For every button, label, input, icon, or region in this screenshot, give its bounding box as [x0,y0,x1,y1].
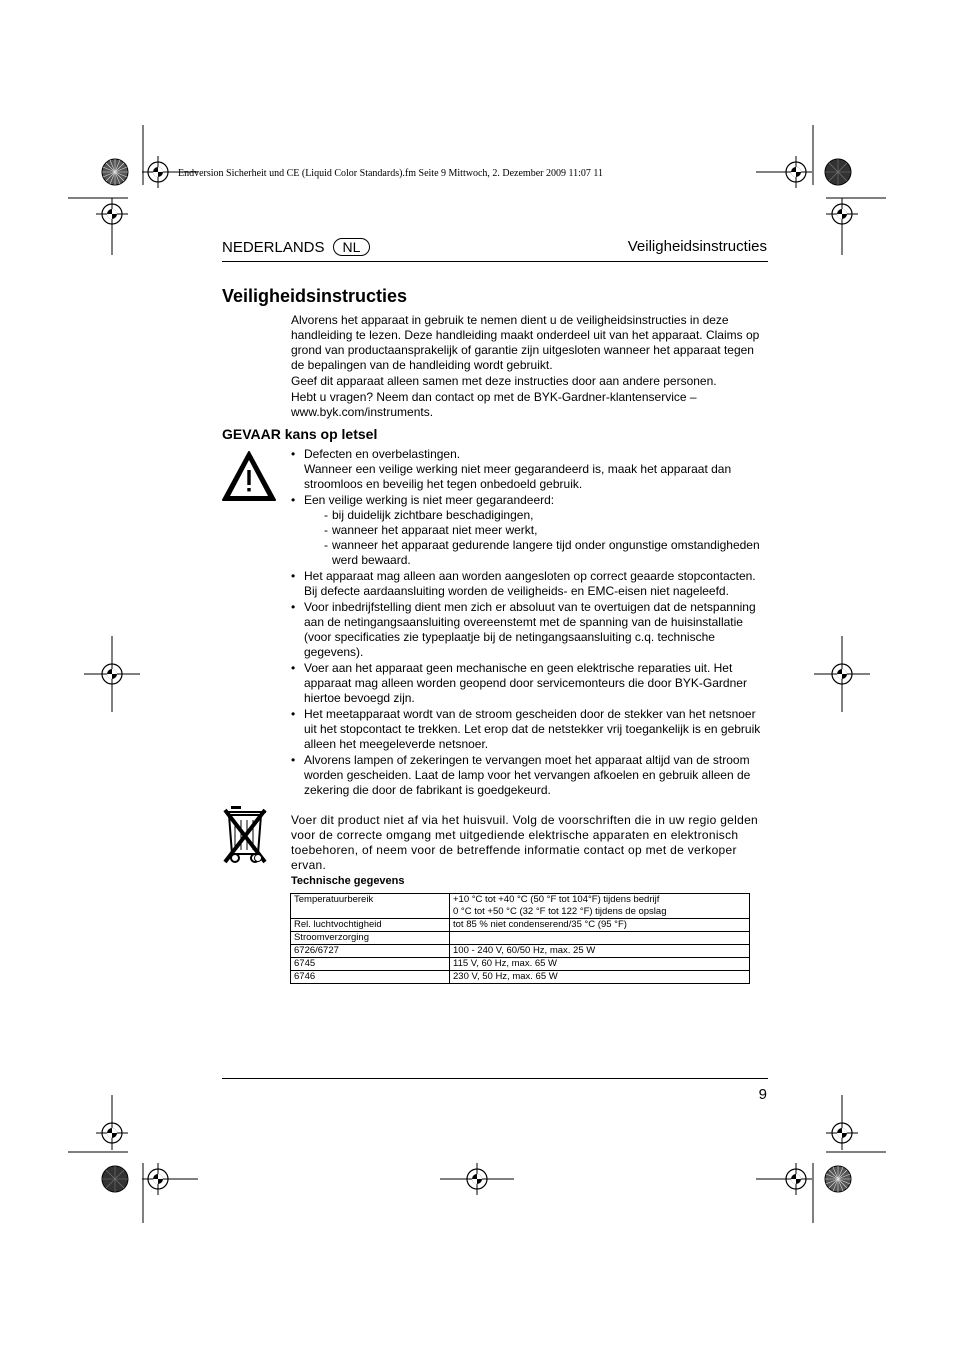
danger-list [291,447,768,799]
list-item: • Defecten en overbelastingen. Wanneer een veilige werking niet meer gegarandeerd is, maak het apparaat dan stroomloos en beveilig het tegen onbedoeld gebruik. [291,447,768,492]
table-cell: 6746 [291,971,450,984]
table-cell [450,932,750,945]
intro-text [291,313,768,421]
table-cell: 6745 [291,958,450,971]
list-item: • Voor inbedrijfstelling dient men zich er absoluut van te overtuigen dat de netspanning aan de netingangsaansluiting overeenstemt met de spanning van de huisinstallatie (voor specificaties zie typeplaatje bij de netingangsaansluiting c.q. technische gegevens). [291,600,768,660]
tech-data-title: Technische gegevens [291,875,405,887]
list-item: • Het meetapparaat wordt van de stroom gescheiden door de stekker van het netsnoer uit het stopcontact te trekken. Let erop dat de netstekker vrij toegankelijk is en gebruik alleen het meegeleverde netsnoer. [291,707,768,752]
danger-heading: GEVAAR kans op letsel [222,426,378,442]
list-item: • Alvorens lampen of zekeringen te vervangen moet het apparaat altijd van de stroom worden gescheiden. Laat de lamp voor het vervangen afkoelen en gebruik alleen de zekering die door de fabrikant is goedgekeurd. [291,753,768,798]
intro-paragraph: Alvorens het apparaat in gebruik te nemen dient u de veiligheidsinstructies in deze handleiding te lezen. Deze handleiding maakt onderdeel uit van het apparaat. Claims op grond van productaansprakelijk of garantie zijn uitgesloten wanneer het apparaat tegen de bepalingen van de handleiding wordt gebruikt. [291,313,760,372]
table-cell: 230 V, 50 Hz, max. 65 W [450,971,750,984]
table-row [291,894,750,919]
list-item: • Het apparaat mag alleen aan worden aangesloten op correct geaarde stopcontacten. Bij defecte aardaansluiting worden de veiligheids- en EMC-eisen niet nageleefd. [291,569,768,599]
list-item: • Voer aan het apparaat geen mechanische en geen elektrische reparaties uit. Het apparaat mag alleen worden geopend door servicemonteurs die door BYK-Gardner hiertoe bevoegd zijn. [291,661,768,706]
crossed-out-bin-icon [221,804,271,866]
sub-list [304,508,768,568]
table-row [291,971,750,984]
table-cell: Temperatuurbereik [291,894,450,919]
sub-list-item: - wanneer het apparaat gedurende langere tijd onder ongunstige omstandigheden werd bewaard. [324,538,768,568]
table-row [291,919,750,932]
table-row [291,932,750,945]
table-cell: Rel. luchtvochtigheid [291,919,450,932]
list-item: • Een veilige werking is niet meer gegarandeerd: - bij duidelijk zichtbare beschadigingen, - wanneer het apparaat niet meer werkt, - wanneer het apparaat gedurende langere tijd onder ongunstige omstandigheden werd bewaard. [291,493,768,568]
sub-list-item: - bij duidelijk zichtbare beschadigingen, [324,508,768,523]
print-slug: Endversion Sicherheit und CE (Liquid Color Standards).fm Seite 9 Mittwoch, 2. Dezember 2009 11:07 11 [178,168,604,179]
header-rule [222,261,768,262]
language-badge: NL [333,238,371,256]
header-language [222,238,370,256]
footer-rule [222,1078,768,1079]
intro-paragraph: Hebt u vragen? Neem dan contact op met de BYK-Gardner-klantenservice – www.byk.com/instruments. [291,390,697,419]
page-title: Veiligheidsinstructies [222,286,408,306]
tech-data-table [290,893,750,984]
page-number: 9 [758,1086,767,1103]
table-row [291,958,750,971]
table-cell: Stroomverzorging [291,932,450,945]
table-cell: 115 V, 60 Hz, max. 65 W [450,958,750,971]
table-cell: 6726/6727 [291,945,450,958]
warning-triangle-icon [221,450,277,502]
table-cell: 100 - 240 V, 60/50 Hz, max. 25 W [450,945,750,958]
table-cell: tot 85 % niet condenserend/35 °C (95 °F) [450,919,750,932]
header-section-title: Veiligheidsinstructies [627,238,767,255]
language-label: NEDERLANDS [222,238,325,256]
table-row [291,945,750,958]
disposal-text: Voer dit product niet af via het huisvuil. Volg de voorschriften die in uw regio gelden voor de correcte omgang met uitgediende elektrische apparaten en elektronisch toebehoren, of neem voor de betreffende informatie contact op met de verkoper ervan. [291,813,759,872]
sub-list-item: - wanneer het apparaat niet meer werkt, [324,523,768,538]
table-cell: +10 °C tot +40 °C (50 °F tot 104°F) tijdens bedrijf 0 °C tot +50 °C (32 °F tot 122 °F) tijdens de opslag [450,894,750,919]
intro-paragraph: Geef dit apparaat alleen samen met deze instructies door aan andere personen. [291,374,717,388]
